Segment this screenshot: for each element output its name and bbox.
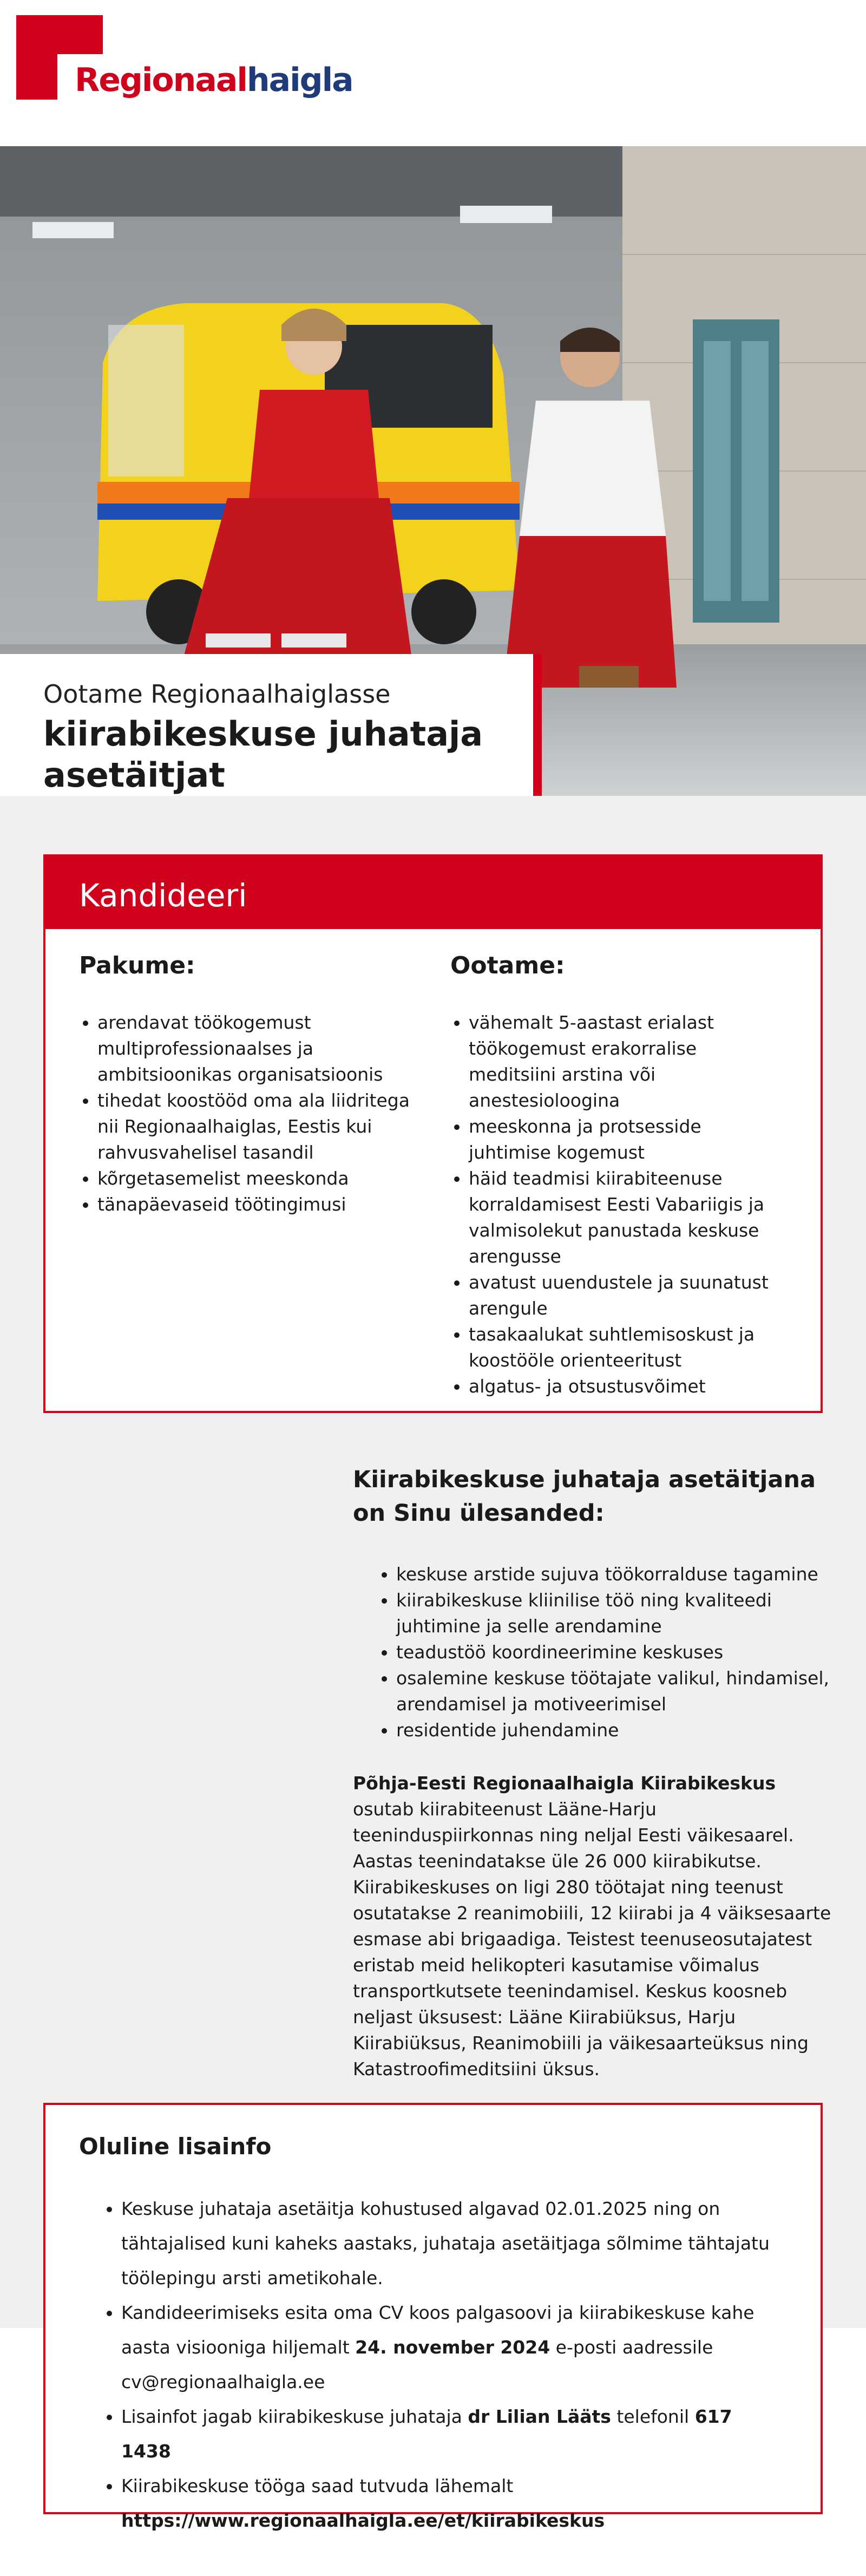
list-item: • keskuse arstide sujuva töökorralduse tagamine [396,1561,832,1587]
title-accent-bar [533,654,542,796]
logo-wordmark[interactable] [75,61,353,99]
list-item: • vähemalt 5-aastast erialast töökogemust erakorralise meditsiini arstina või anestesioloogina [469,1010,786,1114]
info-item-3-text-2: telefonil [611,2406,695,2427]
offer-column [79,952,415,1218]
list-item [121,2296,783,2400]
list-item: • osalemine keskuse töötajate valikul, hindamisel, arendamisel ja motiveerimisel [396,1665,832,1717]
info-item-3-text: Lisainfot jagab kiirabikeskuse juhataja [121,2406,468,2427]
list-item [121,2469,783,2538]
expect-column [450,952,786,1400]
expect-heading: Ootame: [450,952,565,979]
offer-heading: Pakume: [79,952,195,979]
offer-list [79,1010,415,1218]
info-item-1: Keskuse juhataja asetäitja kohustused algavad 02.01.2025 ning on tähtajalised kuni kaheks aastaks, juhataja asetäitjaga sõlmime tähtajatu töölepingu arsti ametikohale. [121,2198,770,2289]
list-item [121,2400,783,2469]
logo-part-regionaal: Regionaal [75,61,247,99]
website-link[interactable]: https://www.regionaalhaigla.ee/et/kiirabikeskus [121,2510,605,2531]
logo-part-haigla: haigla [246,61,353,99]
tasks-heading: Kiirabikeskuse juhataja asetäitjana on Sinu ülesanded: [353,1466,816,1527]
list-item: • teadustöö koordineerimine keskuses [396,1639,832,1665]
list-item: • tänapäevaseid töötingimusi [97,1192,415,1218]
list-item: • arendavat töökogemust multiprofessionaalses ja ambitsioonikas organisatsioonis [97,1010,415,1088]
list-item: • tasakaalukat suhtlemisoskust ja koostööle orienteeritust [469,1322,786,1374]
apply-card [43,854,823,1413]
list-item: • residentide juhendamine [396,1717,832,1743]
about-bold: Põhja-Eesti Regionaalhaigla Kiirabikeskus [353,1773,776,1794]
info-item-2-text: Kandideerimiseks esita oma CV koos palgasoovi ja kiirabikeskuse kahe aasta visiooniga hiljemalt [121,2302,755,2358]
contact-phone[interactable]: 617 1438 [121,2406,732,2462]
list-item: • tihedat koostööd oma ala liidritega nii Regionaalhaiglas, Eestis kui rahvusvahelisel tasandil [97,1088,415,1166]
list-item: • kõrgetasemelist meeskonda [97,1166,415,1192]
page-subtitle: Ootame Regionaalhaiglasse [43,679,391,709]
header [0,0,866,146]
tasks-list [353,1561,832,1743]
contact-name: dr Lilian Lääts [468,2406,611,2427]
info-item-2-email: e-posti aadressile cv@regionaalhaigla.ee [121,2337,713,2392]
about-text: osutab kiirabiteenust Lääne-Harju teeninduspiirkonnas ning neljal Eesti väikesaarel. Aastas teenindatakse üle 26 000 kiirabikutse. Kiirabikeskuses on ligi 280 töötajat ning teenust osutatakse 2 reanimobiili, 12 kiirabi ja 4 väiksesaarte esmase abi brigaadiga. Teistest teenuseosutajatest eristab meid helikopteri kasutamise võimalus transportkutsete teenindamisel. Keskus koosneb neljast üksusest: Lääne Kiirabiüksus, Harju Kiirabiüksus, Reanimobiili ja väikesaarteüksus ning Katastroofimeditsiini üksus. [353,1799,831,2080]
deadline-date: 24. november 2024 [355,2337,550,2358]
list-item: • kiirabikeskuse kliinilise töö ning kvaliteedi juhtimine ja selle arendamine [396,1587,832,1639]
list-item: • häid teadmisi kiirabiteenuse korraldamisest Eesti Vabariigis ja valmisolekut panustada keskuse arengusse [469,1166,786,1270]
about-paragraph [353,1770,832,2082]
apply-button-label: Kandideeri [79,877,247,914]
info-list [79,2192,783,2538]
page-title: kiirabikeskuse juhataja asetäitjat [43,714,483,795]
tasks-section [353,1463,832,2082]
apply-button[interactable] [45,857,821,929]
info-card [43,2103,823,2531]
expect-list [450,1010,786,1400]
list-item: • algatus- ja otsustusvõimet [469,1374,786,1400]
list-item [121,2192,783,2296]
list-item: • avatust uuendustele ja suunatust arengule [469,1270,786,1322]
info-heading: Oluline lisainfo [79,2133,272,2160]
list-item: • meeskonna ja protsesside juhtimise kogemust [469,1114,786,1166]
info-item-4-text: Kiirabikeskuse tööga saad tutvuda lähemalt [121,2475,514,2496]
